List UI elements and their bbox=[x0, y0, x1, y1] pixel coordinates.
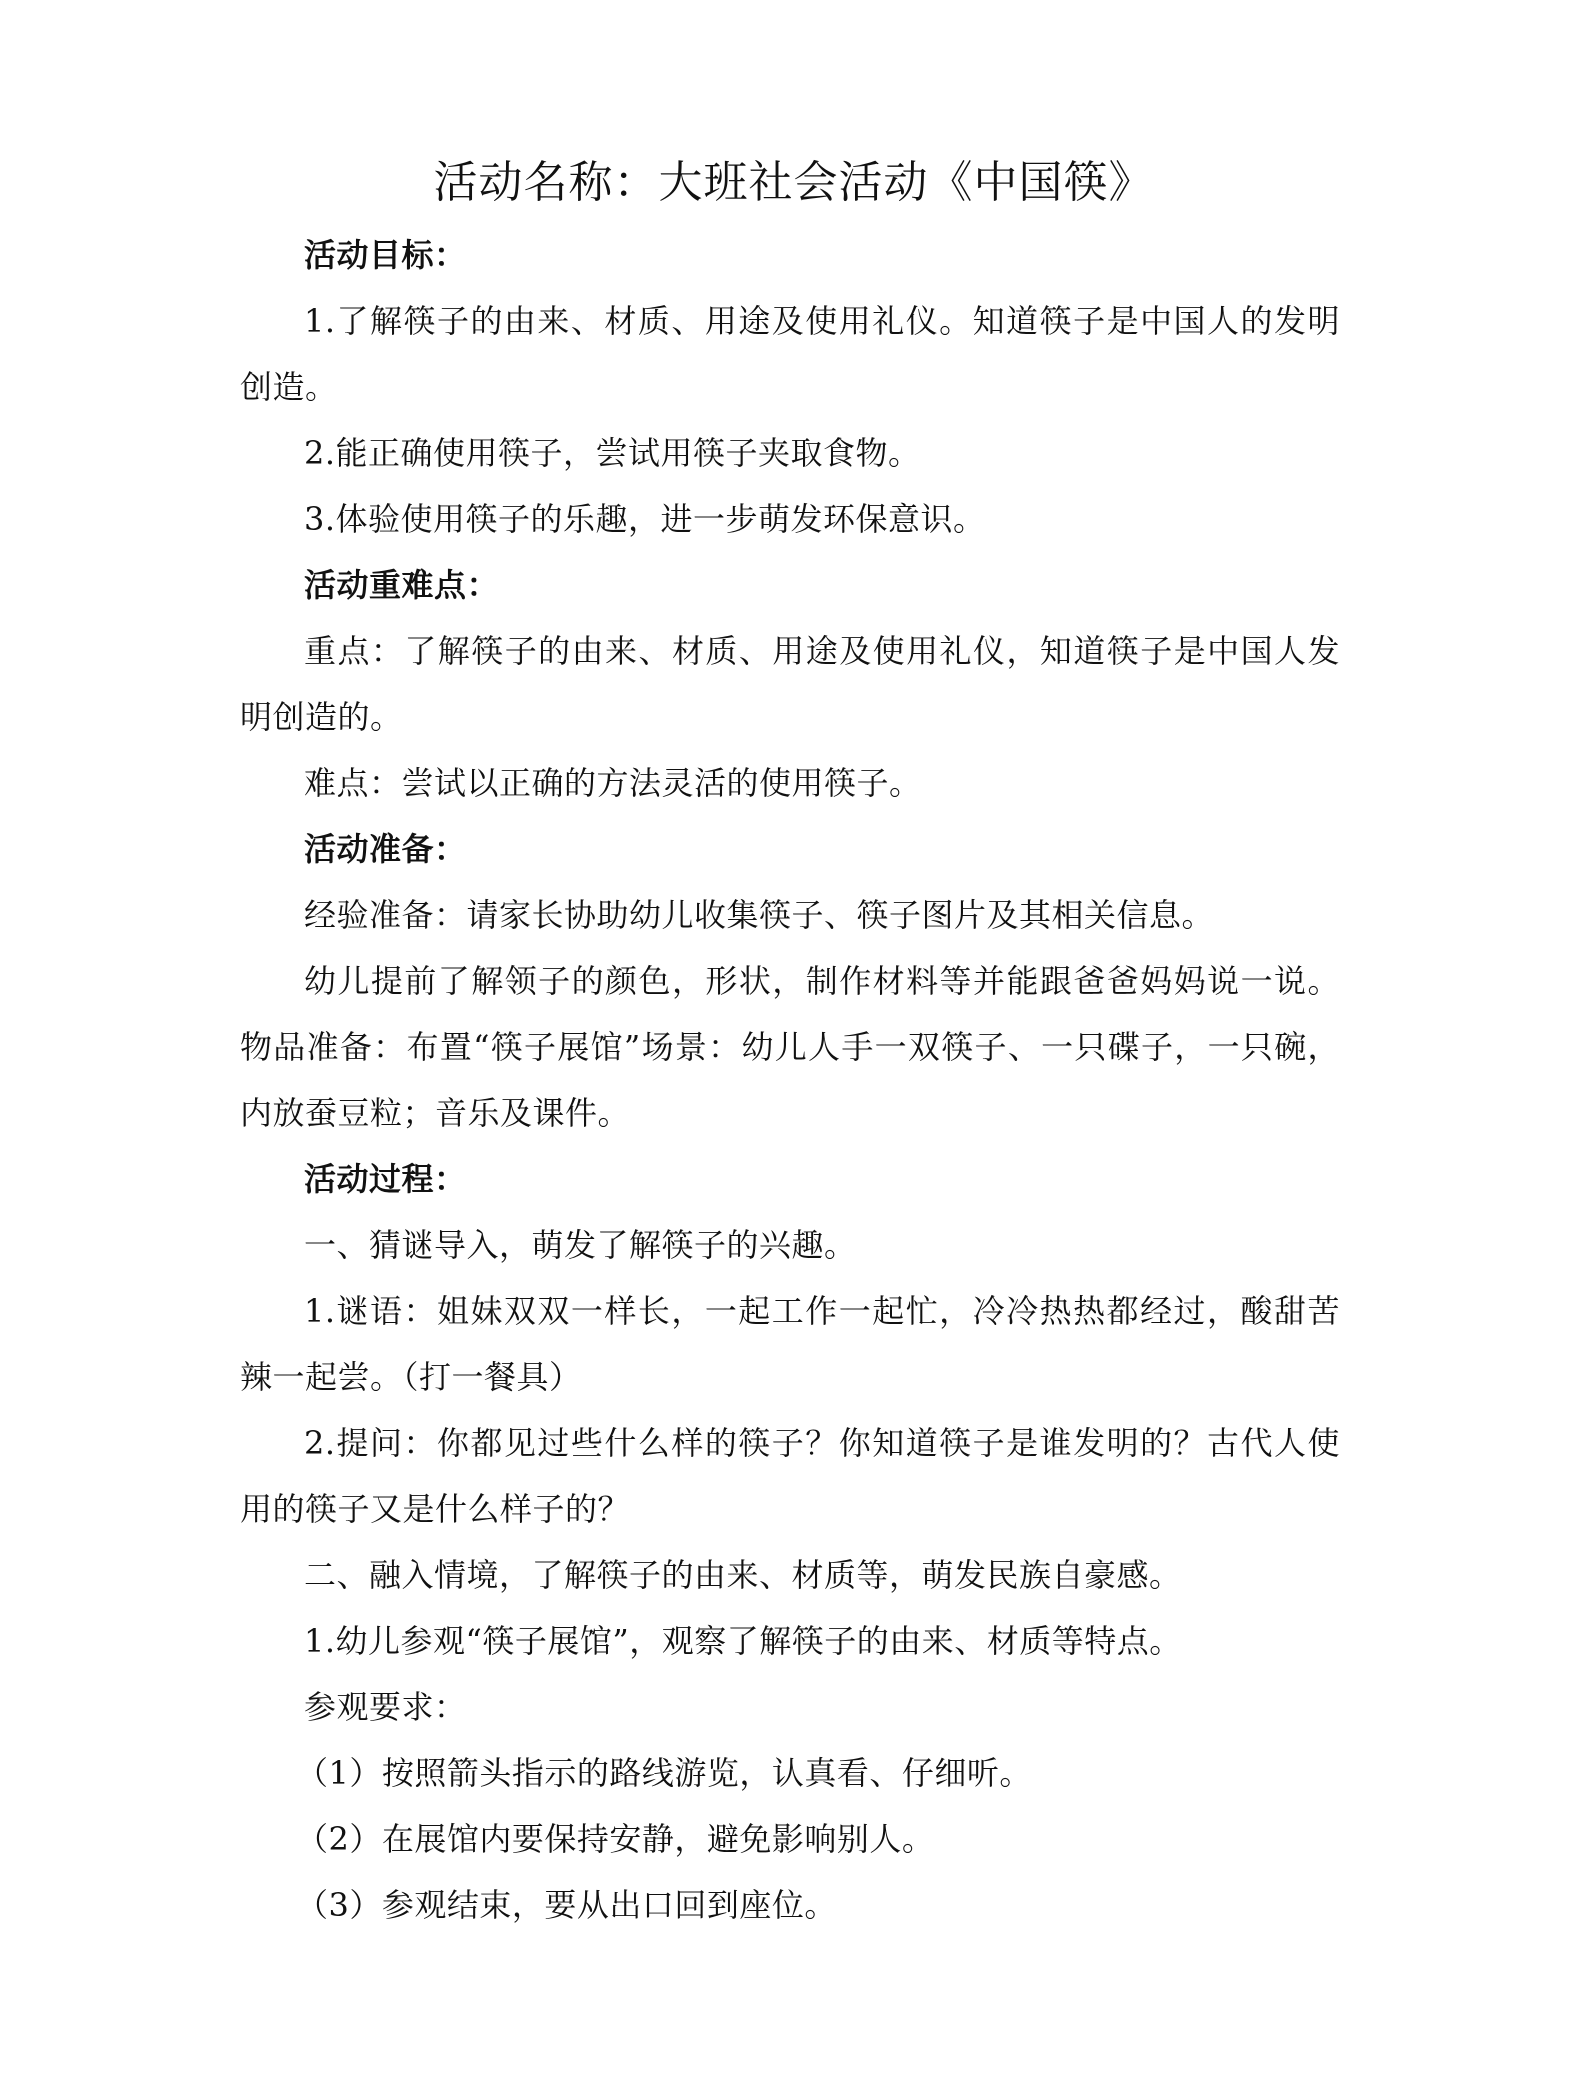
goal-item: 1.了解筷子的由来、材质、用途及使用礼仪。知道筷子是中国人的发明创造。 bbox=[240, 302, 1340, 406]
document-title: 活动名称：大班社会活动《中国筷》 bbox=[433, 157, 1154, 208]
requirement-item: （3）参观结束，要从出口回到座位。 bbox=[296, 1886, 837, 1924]
document-body bbox=[240, 222, 1340, 1938]
goal-item: 3.体验使用筷子的乐趣，进一步萌发环保意识。 bbox=[304, 500, 986, 538]
key-point-item: 难点：尝试以正确的方法灵活的使用筷子。 bbox=[304, 764, 922, 802]
requirement-item: （2）在展馆内要保持安静，避免影响别人。 bbox=[296, 1820, 935, 1858]
requirement-item: （1）按照箭头指示的路线游览，认真看、仔细听。 bbox=[296, 1754, 1032, 1792]
heading-process: 活动过程： bbox=[304, 1160, 467, 1198]
process-item: 2.提问：你都见过些什么样的筷子？你知道筷子是谁发明的？古代人使用的筷子又是什么样子的？ bbox=[240, 1424, 1340, 1528]
process-item: 二、融入情境，了解筷子的由来、材质等，萌发民族自豪感。 bbox=[304, 1556, 1182, 1594]
process-item: 1.幼儿参观“筷子展馆”，观察了解筷子的由来、材质等特点。 bbox=[304, 1622, 1182, 1660]
heading-goals: 活动目标： bbox=[304, 236, 467, 274]
heading-key-points: 活动重难点： bbox=[304, 566, 500, 604]
goal-item: 2.能正确使用筷子，尝试用筷子夹取食物。 bbox=[304, 434, 921, 472]
heading-preparation: 活动准备： bbox=[304, 830, 467, 868]
key-point-item: 重点：了解筷子的由来、材质、用途及使用礼仪，知道筷子是中国人发明创造的。 bbox=[240, 632, 1340, 736]
process-item: 参观要求： bbox=[304, 1688, 467, 1726]
preparation-item: 幼儿提前了解领子的颜色，形状，制作材料等并能跟爸爸妈妈说一说。物品准备：布置“筷子展馆”场景：幼儿人手一双筷子、一只碟子，一只碗，内放蚕豆粒；音乐及课件。 bbox=[240, 962, 1340, 1132]
preparation-item: 经验准备：请家长协助幼儿收集筷子、筷子图片及其相关信息。 bbox=[304, 896, 1215, 934]
process-item: 1.谜语：姐妹双双一样长，一起工作一起忙，冷冷热热都经过，酸甜苦辣一起尝。（打一餐具） bbox=[240, 1292, 1340, 1396]
process-item: 一、猜谜导入，萌发了解筷子的兴趣。 bbox=[304, 1226, 857, 1264]
